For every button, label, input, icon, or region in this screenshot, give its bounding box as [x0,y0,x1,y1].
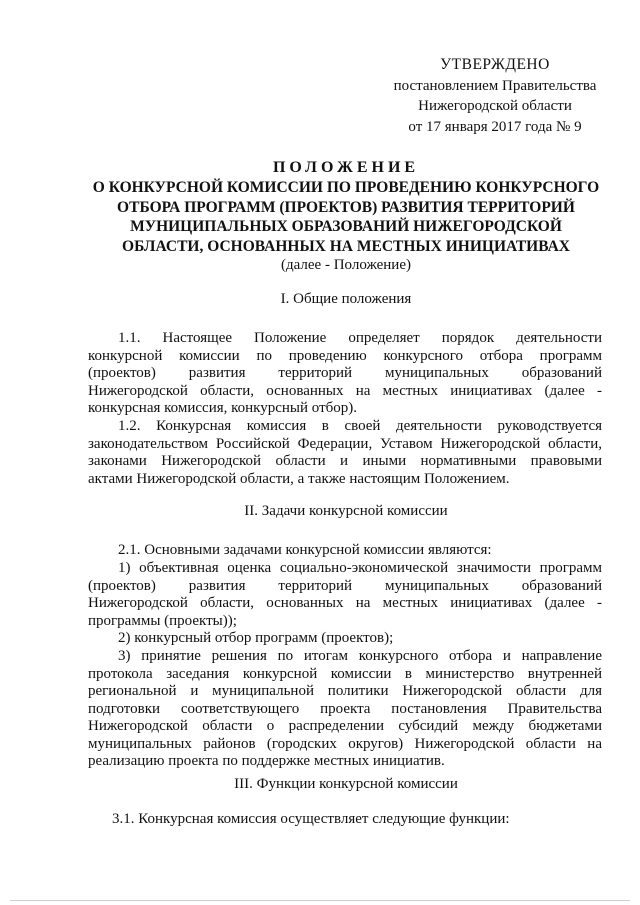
text-line: (проектов) развития территорий муниципальных образований [88,577,602,594]
text-line: 2) конкурсный отбор программ (проектов); [118,630,394,646]
paragraph-3-1 [88,811,602,829]
text-line: муниципальных районов (городских округов) Нижегородской области на [88,735,602,752]
title-line: ОТБОРА ПРОГРАММ (ПРОЕКТОВ) РАЗВИТИЯ ТЕРРИТОРИЙ [117,198,575,216]
text-line: актами Нижегородской области, а также настоящим Положением. [88,470,510,487]
text-line: 2.1. Основными задачами конкурсной комиссии являются: [118,542,492,558]
text-line: законодательством Российской Федерации, Уставом Нижегородской области, [88,435,602,452]
title-line: ОБЛАСТИ, ОСНОВАННЫХ НА МЕСТНЫХ ИНИЦИАТИВАХ [122,237,570,255]
paragraph-1-2 [88,418,602,488]
paragraph-1-1 [88,330,602,418]
paragraph-2-task-3 [88,648,602,771]
text-line: реализацию проекта по поддержке местных инициатив. [88,753,445,769]
text-line: подготовки соответствующего проекта постановления Правительства [88,700,602,717]
section-heading-1: I. Общие положения [280,291,412,307]
section-heading-3: III. Функции конкурсной комиссии [234,776,458,792]
title-line: МУНИЦИПАЛЬНЫХ ОБРАЗОВАНИЙ НИЖЕГОРОДСКОЙ [130,218,562,235]
text-line: 3.1. Конкурсная комиссия осуществляет следующие функции: [112,811,510,827]
text-line: протокола заседания конкурсной комиссии в министерство внутренней [88,665,602,682]
text-line: законами Нижегородской области и иными нормативными правовыми [88,453,602,469]
text-line: программы (проекты)); [88,612,237,629]
section-heading-2: II. Задачи конкурсной комиссии [244,503,448,519]
approval-line: постановлением Правительства [393,77,597,94]
title-heading: ПОЛОЖЕНИЕ [272,159,420,176]
paragraph-2-1 [88,542,602,560]
text-line: 1.2. Конкурсная комиссия в своей деятельности руководствуется [118,418,602,434]
document-title [88,158,604,276]
text-line: конкурсной комиссии по проведению конкурсного отбора программ [88,347,602,364]
title-line: О КОНКУРСНОЙ КОМИССИИ ПО ПРОВЕДЕНИЮ КОНКУРСНОГО [92,179,600,196]
paragraph-2-task-2 [88,630,602,648]
paragraph-2-task-1 [88,560,602,630]
text-line: (проектов) развития территорий муниципальных образований [88,365,602,381]
text-line: 3) принятие решения по итогам конкурсного отбора и направление [118,648,602,664]
title-subtitle: (далее - Положение) [281,257,411,273]
text-line: Нижегородской области о распределении субсидий между бюджетами [88,718,602,734]
text-line: конкурсная комиссия, конкурсный отбор). [88,400,358,416]
approval-line: от 17 января 2017 года № 9 [408,118,582,135]
approval-stamp [370,55,620,137]
page-bottom-divider [10,900,630,901]
text-line: Нижегородской области, основанных на местных инициативах (далее - [88,382,602,399]
text-line: Нижегородской области, основанных на местных инициативах (далее - [88,595,602,611]
text-line: региональной и муниципальной политики Нижегородской области для [88,683,602,699]
approval-line: Нижегородской области [418,98,572,114]
approval-title: УТВЕРЖДЕНО [440,56,550,73]
text-line: 1) объективная оценка социально-экономической значимости программ [118,560,602,576]
text-line: 1.1. Настоящее Положение определяет порядок деятельности [118,330,602,346]
